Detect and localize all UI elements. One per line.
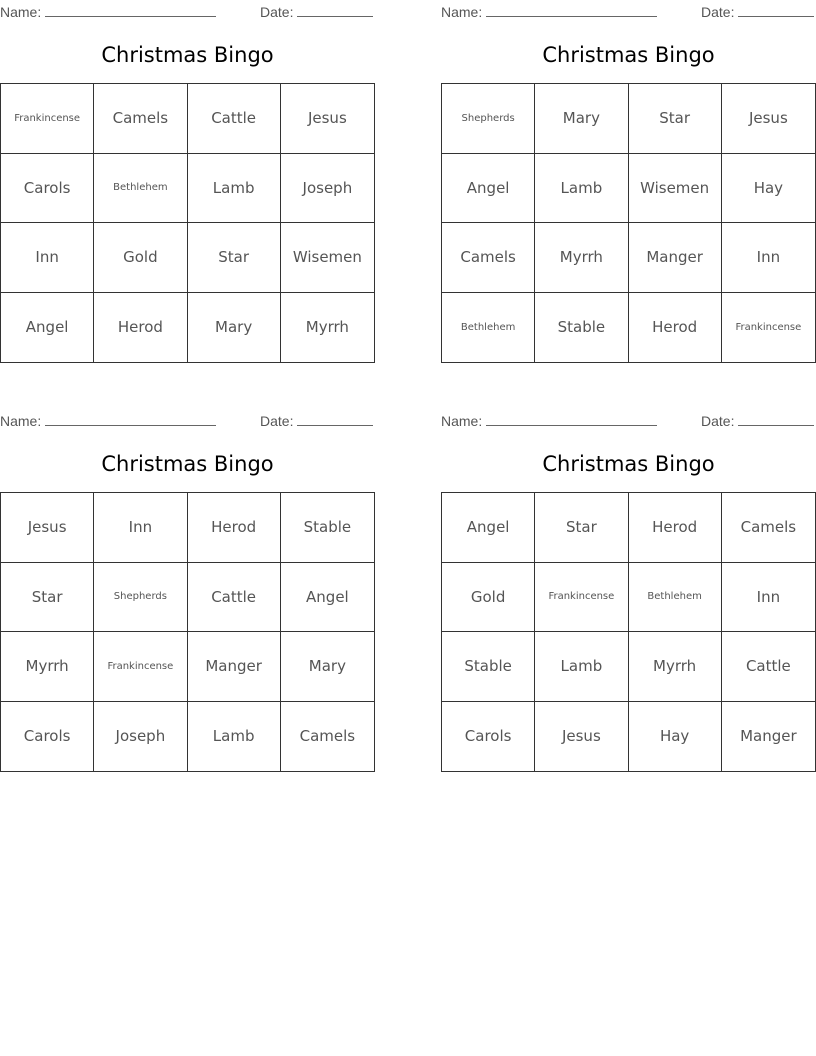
card-title: Christmas Bingo (101, 452, 274, 476)
bingo-cell[interactable]: Hay (629, 702, 722, 772)
name-label: Name: (0, 413, 42, 429)
bingo-cell[interactable]: Gold (94, 223, 187, 293)
bingo-cell[interactable]: Inn (1, 223, 94, 293)
bingo-cell[interactable]: Myrrh (305, 318, 349, 337)
name-line[interactable] (486, 2, 657, 17)
bingo-cell[interactable]: Cattle (188, 563, 281, 633)
bingo-cell[interactable]: Stable (442, 632, 535, 702)
header-fields (0, 2, 375, 20)
bingo-card (0, 409, 375, 746)
bingo-cell[interactable]: Angel (442, 154, 535, 224)
date-line[interactable] (738, 411, 814, 426)
card-title: Christmas Bingo (542, 452, 715, 476)
date-field (701, 2, 814, 20)
bingo-cell[interactable]: Angel (281, 563, 374, 633)
bingo-cell[interactable]: Manger (629, 223, 722, 293)
bingo-cell[interactable]: Carols (1, 702, 94, 772)
bingo-cell[interactable]: Jesus (1, 493, 94, 563)
bingo-cell[interactable]: Carols (442, 702, 535, 772)
bingo-grid (0, 83, 375, 363)
name-label: Name: (441, 4, 483, 20)
bingo-grid (0, 492, 375, 772)
bingo-cell[interactable]: Gold (442, 563, 535, 633)
bingo-cell[interactable]: Inn (722, 223, 815, 293)
bingo-cell[interactable]: Myrrh (535, 223, 628, 293)
bingo-grid (441, 83, 816, 363)
name-line[interactable] (45, 2, 216, 17)
date-line[interactable] (297, 411, 373, 426)
bingo-card (441, 409, 816, 746)
bingo-cell[interactable]: Stable (281, 493, 374, 563)
bingo-cell[interactable]: Joseph (94, 702, 187, 772)
bingo-cell[interactable]: Wisemen (629, 154, 722, 224)
name-field (0, 2, 216, 20)
date-label: Date: (701, 4, 735, 20)
bingo-cell[interactable]: Inn (94, 493, 187, 563)
bingo-cell[interactable]: Bethlehem (442, 293, 535, 363)
header-fields (0, 411, 375, 429)
bingo-cell[interactable]: Lamb (188, 702, 281, 772)
bingo-cell[interactable]: Manger (188, 632, 281, 702)
bingo-cell[interactable]: Manger (740, 727, 797, 746)
date-line[interactable] (738, 2, 814, 17)
bingo-cell[interactable]: Lamb (188, 154, 281, 224)
bingo-cell[interactable]: Frankincense (94, 632, 187, 702)
bingo-cell[interactable]: Bethlehem (94, 154, 187, 224)
bingo-cell[interactable]: Hay (722, 154, 815, 224)
bingo-cell[interactable]: Herod (629, 493, 722, 563)
date-field (260, 411, 373, 429)
bingo-card (0, 0, 375, 337)
bingo-cell[interactable]: Star (1, 563, 94, 633)
bingo-cell[interactable]: Mary (535, 84, 628, 154)
date-label: Date: (260, 413, 294, 429)
date-label: Date: (260, 4, 294, 20)
bingo-cell[interactable]: Frankincense (735, 321, 802, 333)
bingo-cell[interactable]: Cattle (188, 84, 281, 154)
header-fields (441, 411, 816, 429)
name-line[interactable] (486, 411, 657, 426)
bingo-cell[interactable]: Star (535, 493, 628, 563)
header-fields (441, 2, 816, 20)
bingo-cell[interactable]: Bethlehem (629, 563, 722, 633)
date-field (701, 411, 814, 429)
name-line[interactable] (45, 411, 216, 426)
bingo-cell[interactable]: Myrrh (1, 632, 94, 702)
bingo-cell[interactable]: Angel (442, 493, 535, 563)
name-label: Name: (0, 4, 42, 20)
bingo-cell[interactable]: Jesus (281, 84, 374, 154)
bingo-cell[interactable]: Mary (188, 293, 281, 363)
bingo-card (441, 0, 816, 337)
bingo-cell[interactable]: Star (188, 223, 281, 293)
bingo-cell[interactable]: Mary (281, 632, 374, 702)
date-line[interactable] (297, 2, 373, 17)
bingo-grid (441, 492, 816, 772)
bingo-cell[interactable]: Camels (299, 727, 356, 746)
bingo-cell[interactable]: Frankincense (1, 84, 94, 154)
card-title: Christmas Bingo (101, 43, 274, 67)
bingo-cell[interactable]: Herod (188, 493, 281, 563)
bingo-cell[interactable]: Lamb (535, 154, 628, 224)
bingo-cell[interactable]: Frankincense (535, 563, 628, 633)
name-label: Name: (441, 413, 483, 429)
bingo-cell[interactable]: Lamb (535, 632, 628, 702)
bingo-cell[interactable]: Camels (442, 223, 535, 293)
bingo-cell[interactable]: Camels (722, 493, 815, 563)
name-field (0, 411, 216, 429)
card-title: Christmas Bingo (542, 43, 715, 67)
bingo-cell[interactable]: Stable (535, 293, 628, 363)
bingo-cell[interactable]: Herod (94, 293, 187, 363)
bingo-cell[interactable]: Myrrh (629, 632, 722, 702)
date-label: Date: (701, 413, 735, 429)
name-field (441, 2, 657, 20)
bingo-cell[interactable]: Cattle (722, 632, 815, 702)
bingo-cell[interactable]: Jesus (535, 702, 628, 772)
bingo-cell[interactable]: Shepherds (94, 563, 187, 633)
bingo-cell[interactable]: Jesus (722, 84, 815, 154)
bingo-cell[interactable]: Herod (629, 293, 722, 363)
bingo-cell[interactable]: Shepherds (442, 84, 535, 154)
bingo-cell[interactable]: Angel (1, 293, 94, 363)
bingo-cell[interactable]: Joseph (281, 154, 374, 224)
bingo-cell[interactable]: Wisemen (281, 223, 374, 293)
bingo-cell[interactable]: Camels (94, 84, 187, 154)
date-field (260, 2, 373, 20)
bingo-cell[interactable]: Inn (722, 563, 815, 633)
bingo-cell[interactable]: Star (629, 84, 722, 154)
name-field (441, 411, 657, 429)
bingo-cell[interactable]: Carols (1, 154, 94, 224)
